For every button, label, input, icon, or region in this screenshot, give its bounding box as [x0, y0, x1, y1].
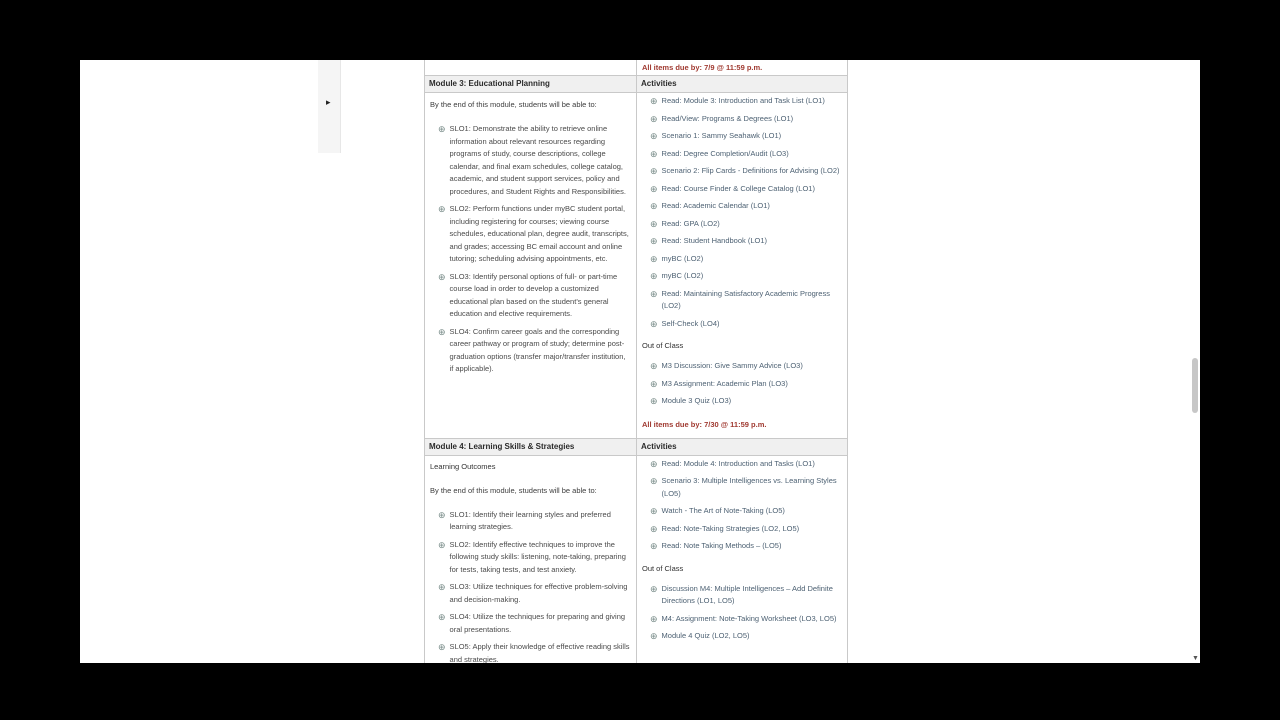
outcome-text: SLO5: Apply their knowledge of effective reading skills and strategies.: [449, 642, 630, 663]
plus-circle-icon: ⊕: [438, 326, 446, 337]
activity-link[interactable]: M3 Assignment: Academic Plan (LO3): [661, 378, 788, 388]
activity-link[interactable]: Read: Academic Calendar (LO1): [661, 201, 770, 210]
outcomes-cell: [425, 93, 637, 439]
module-title-cell: Module 4: Learning Skills & Strategies: [425, 439, 637, 456]
activity-item: [650, 505, 842, 518]
out-of-class-label: Out of Class: [642, 563, 684, 573]
activity-item: [650, 475, 842, 500]
activity-item: [650, 395, 842, 408]
activity-item: [650, 148, 842, 161]
activity-item: [650, 270, 842, 283]
activity-link[interactable]: Read: Course Finder & College Catalog (LO1): [661, 183, 815, 193]
activity-link[interactable]: Discussion M4: Multiple Intelligences – Add Definite Directions (LO1, LO5): [661, 583, 833, 605]
plus-circle-icon: ⊕: [650, 541, 658, 551]
activities-header-cell: Activities: [637, 76, 848, 93]
activity-item: [650, 360, 842, 373]
outcome-text: SLO3: Utilize techniques for effective problem-solving and decision-making.: [449, 582, 628, 604]
outcomes-list: [430, 123, 631, 376]
activity-link[interactable]: myBC (LO2): [661, 253, 704, 263]
plus-circle-icon: ⊕: [650, 631, 658, 641]
outcome-text: SLO2: Identify effective techniques to improve the following study skills: listening, note-taking, preparing for tests, taking tests, and test anxiety.: [449, 539, 626, 574]
activity-item: [650, 378, 842, 391]
previous-outcomes-cell: [425, 60, 637, 76]
plus-circle-icon: ⊕: [650, 506, 658, 516]
syllabus-table: [424, 60, 848, 663]
outcome-item: [438, 123, 631, 198]
plus-circle-icon: ⊕: [650, 476, 658, 486]
activity-item: [650, 630, 842, 643]
module-header-row: [425, 76, 848, 93]
outcome-text: SLO1: Demonstrate the ability to retrieve online information about relevant resources regarding programs of study, course descriptions, college calendar, and final exam schedules, college catalog, academic, and student support services, policy and procedures, and Student Rights and Responsibilities.: [449, 124, 626, 196]
plus-circle-icon: ⊕: [650, 361, 658, 371]
activity-link[interactable]: Read: Degree Completion/Audit (LO3): [661, 148, 789, 158]
plus-circle-icon: ⊕: [650, 96, 658, 106]
plus-circle-icon: ⊕: [650, 271, 658, 281]
out-of-class-list: [642, 360, 842, 408]
activity-link[interactable]: M4: Assignment: Note-Taking Worksheet (LO3, LO5): [661, 613, 837, 623]
activity-item: [650, 130, 842, 143]
plus-circle-icon: ⊕: [438, 204, 446, 214]
collapsed-panel-strip: [318, 60, 341, 153]
activity-link[interactable]: Module 3 Quiz (LO3): [661, 396, 732, 405]
plus-circle-icon: ⊕: [650, 201, 658, 211]
outcomes-cell: [425, 456, 637, 664]
activity-item: [650, 458, 842, 471]
activity-link[interactable]: Module 4 Quiz (LO2, LO5): [661, 631, 750, 640]
plus-circle-icon: ⊕: [650, 378, 658, 389]
activity-link[interactable]: Scenario 1: Sammy Seahawk (LO1): [661, 131, 782, 140]
activity-link[interactable]: myBC (LO2): [661, 271, 704, 280]
plus-circle-icon: ⊕: [650, 218, 658, 229]
expand-sidebar-arrow-icon[interactable]: ▸: [326, 97, 331, 107]
plus-circle-icon: ⊕: [650, 113, 658, 124]
plus-circle-icon: ⊕: [650, 583, 658, 594]
plus-circle-icon: ⊕: [650, 148, 658, 159]
plus-circle-icon: ⊕: [650, 253, 658, 264]
due-date-text: All items due by: 7/30 @ 11:59 p.m.: [642, 419, 767, 429]
activity-link[interactable]: Self-Check (LO4): [661, 318, 720, 328]
scroll-down-arrow-icon[interactable]: ▼: [1192, 655, 1199, 662]
learning-outcomes-label: Learning Outcomes: [430, 461, 496, 471]
activities-cell: [637, 93, 848, 439]
activity-link[interactable]: Read: Student Handbook (LO1): [661, 236, 768, 245]
plus-circle-icon: ⊕: [438, 124, 446, 134]
outcomes-intro: By the end of this module, students will be able to:: [430, 485, 597, 495]
outcomes-list: [430, 509, 631, 664]
plus-circle-icon: ⊕: [438, 271, 446, 282]
activity-link[interactable]: Watch - The Art of Note-Taking (LO5): [661, 506, 785, 515]
plus-circle-icon: ⊕: [438, 539, 446, 550]
previous-activities-cell: [637, 60, 848, 76]
modules-container: [425, 76, 848, 663]
activity-link[interactable]: Scenario 3: Multiple Intelligences vs. Learning Styles (LO5): [661, 476, 837, 498]
outcome-item: [438, 271, 631, 321]
activities-cell: [637, 456, 848, 664]
plus-circle-icon: ⊕: [650, 318, 658, 329]
activity-item: [650, 583, 842, 608]
plus-circle-icon: ⊕: [650, 613, 658, 624]
activity-link[interactable]: Read: Note Taking Methods – (LO5): [661, 541, 782, 550]
activity-link[interactable]: Read: Note-Taking Strategies (LO2, LO5): [661, 523, 800, 533]
activities-list: [642, 95, 842, 330]
activity-item: [650, 165, 842, 178]
module-title-cell: Module 3: Educational Planning: [425, 76, 637, 93]
out-of-class-list: [642, 583, 842, 643]
plus-circle-icon: ⊕: [438, 582, 446, 592]
activity-link[interactable]: Read: Maintaining Satisfactory Academic Progress (LO2): [661, 288, 830, 310]
syllabus-page: [80, 60, 1200, 663]
activity-item: [650, 183, 842, 196]
module-header-row: [425, 439, 848, 456]
plus-circle-icon: ⊕: [650, 131, 658, 141]
activity-item: [650, 95, 842, 108]
activity-link[interactable]: M3 Discussion: Give Sammy Advice (LO3): [661, 361, 803, 370]
outcome-item: [438, 641, 631, 663]
activities-header-cell: Activities: [637, 439, 848, 456]
outcome-text: SLO2: Perform functions under myBC student portal, including registering for courses; viewing course schedules, educational plan, degree audit, transcripts, and grades; accessing BC email account and online tutoring; scheduling advising appointments, etc.: [449, 204, 629, 263]
outcome-text: SLO4: Confirm career goals and the corresponding career pathway or program of study; determine post-graduation options (transfer major/transfer institution, if applicable).: [449, 326, 626, 373]
outcome-text: SLO3: Identify personal options of full- or part-time course load in order to develop a customized educational plan based on the student's general education and elective requirements.: [449, 271, 618, 318]
outcome-item: [438, 581, 631, 606]
previous-module-partial-row: [425, 60, 848, 76]
activity-link[interactable]: Read: Module 4: Introduction and Tasks (LO1): [661, 458, 815, 468]
outcome-text: SLO4: Utilize the techniques for preparing and giving oral presentations.: [449, 612, 626, 634]
outcomes-intro: By the end of this module, students will be able to:: [430, 100, 597, 109]
module-content-row: [425, 456, 848, 664]
outcome-item: [438, 203, 631, 266]
activity-link[interactable]: Read: GPA (LO2): [661, 218, 720, 228]
activity-item: [650, 113, 842, 126]
plus-circle-icon: ⊕: [650, 396, 658, 406]
outcome-text: SLO1: Identify their learning styles and preferred learning strategies.: [449, 509, 611, 531]
plus-circle-icon: ⊕: [650, 183, 658, 194]
scrollbar-track[interactable]: [1191, 60, 1200, 663]
plus-circle-icon: ⊕: [650, 236, 658, 246]
plus-circle-icon: ⊕: [650, 288, 658, 299]
activity-item: [650, 235, 842, 248]
outcome-item: [438, 326, 631, 376]
plus-circle-icon: ⊕: [650, 166, 658, 176]
activity-item: [650, 318, 842, 331]
activity-link[interactable]: Scenario 2: Flip Cards - Definitions for Advising (LO2): [661, 166, 840, 175]
activity-item: [650, 253, 842, 266]
outcome-item: [438, 509, 631, 534]
activity-item: [650, 613, 842, 626]
activity-link[interactable]: Read/View: Programs & Degrees (LO1): [661, 113, 794, 123]
module-content-row: [425, 93, 848, 439]
plus-circle-icon: ⊕: [438, 509, 446, 520]
plus-circle-icon: ⊕: [650, 458, 658, 469]
activity-item: [650, 288, 842, 313]
activity-item: [650, 218, 842, 231]
activity-link[interactable]: Read: Module 3: Introduction and Task List (LO1): [661, 96, 825, 105]
activity-item: [650, 540, 842, 553]
plus-circle-icon: ⊕: [438, 642, 446, 652]
activities-list: [642, 458, 842, 553]
plus-circle-icon: ⊕: [438, 612, 446, 622]
plus-circle-icon: ⊕: [650, 523, 658, 534]
due-date-text: All items due by: 7/9 @ 11:59 p.m.: [642, 63, 763, 72]
activity-item: [650, 523, 842, 536]
scrollbar-thumb[interactable]: [1192, 358, 1198, 413]
out-of-class-label: Out of Class: [642, 341, 684, 350]
activity-item: [650, 200, 842, 213]
outcome-item: [438, 611, 631, 636]
outcome-item: [438, 539, 631, 577]
